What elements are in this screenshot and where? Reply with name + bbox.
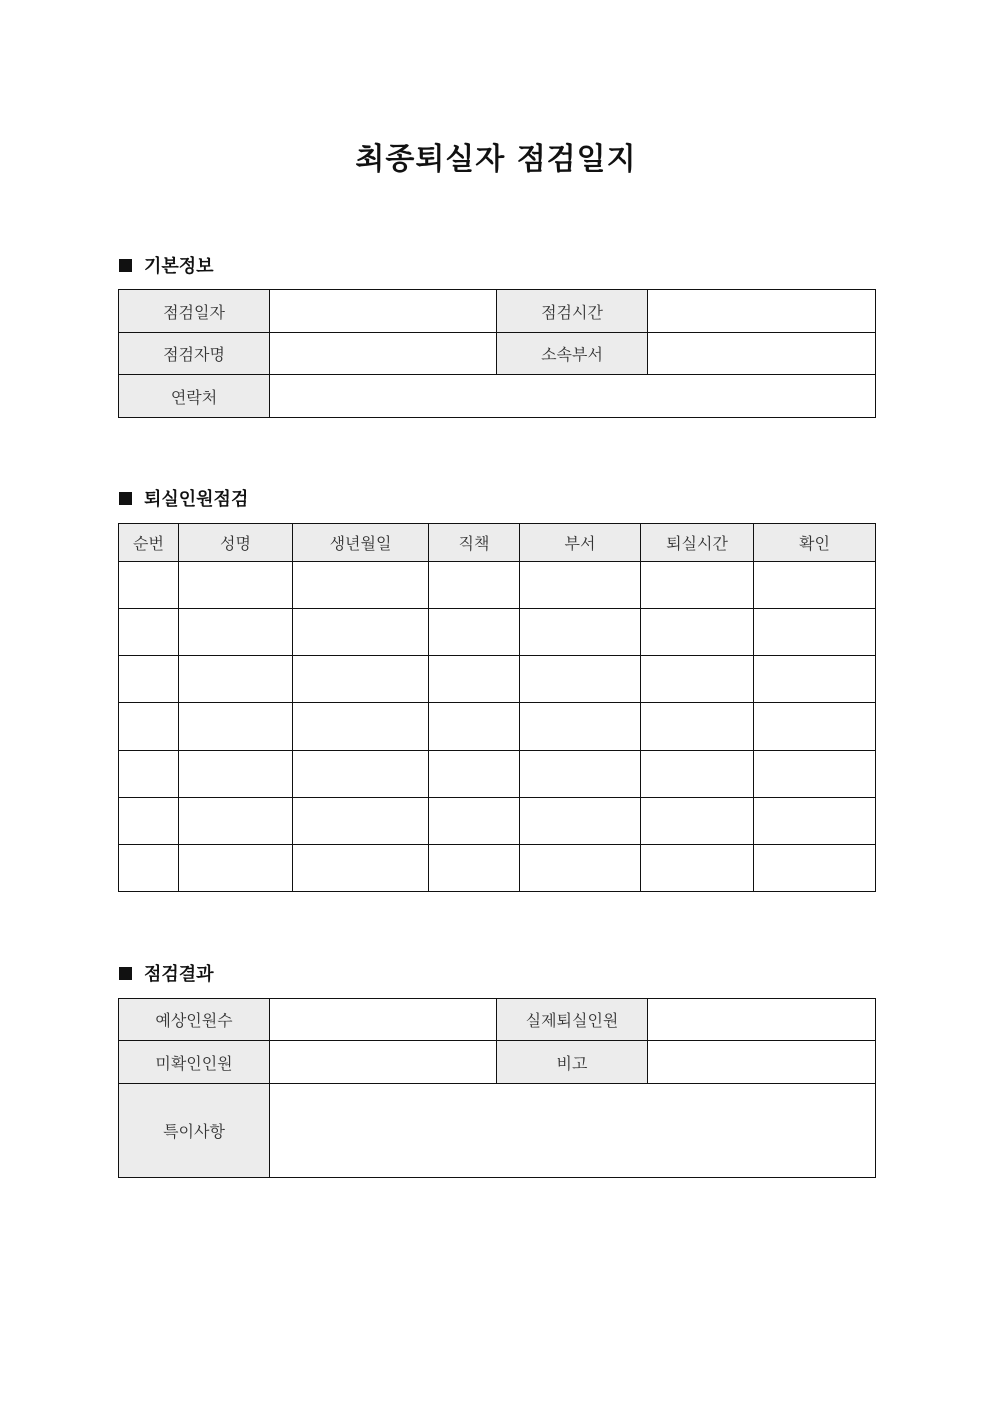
special-notes-field[interactable]	[270, 1084, 876, 1178]
cell-confirm[interactable]	[754, 798, 876, 845]
cell-birthdate[interactable]	[293, 845, 429, 892]
cell-position[interactable]	[429, 751, 520, 798]
table-row	[119, 845, 876, 892]
cell-seq[interactable]	[119, 751, 179, 798]
label-unconfirmed-count: 미확인인원	[119, 1041, 270, 1084]
cell-name[interactable]	[179, 609, 293, 656]
cell-checkout-time[interactable]	[641, 798, 754, 845]
label-remarks: 비고	[497, 1041, 648, 1084]
label-expected-count: 예상인원수	[119, 999, 270, 1041]
result-table	[118, 998, 876, 1178]
cell-confirm[interactable]	[754, 609, 876, 656]
cell-birthdate[interactable]	[293, 751, 429, 798]
column-header-checkout-time: 퇴실시간	[641, 524, 754, 562]
section-heading-label: 퇴실인원점검	[144, 489, 249, 510]
inspection-date-field[interactable]	[270, 290, 497, 333]
cell-birthdate[interactable]	[293, 562, 429, 609]
expected-count-field[interactable]	[270, 999, 497, 1041]
cell-confirm[interactable]	[754, 562, 876, 609]
table-row	[119, 609, 876, 656]
cell-checkout-time[interactable]	[641, 845, 754, 892]
table-row	[119, 1041, 876, 1084]
cell-department[interactable]	[520, 562, 641, 609]
column-header-name: 성명	[179, 524, 293, 562]
cell-name[interactable]	[179, 703, 293, 751]
inspection-time-field[interactable]	[648, 290, 876, 333]
cell-position[interactable]	[429, 609, 520, 656]
cell-checkout-time[interactable]	[641, 751, 754, 798]
cell-checkout-time[interactable]	[641, 562, 754, 609]
cell-department[interactable]	[520, 656, 641, 703]
table-row	[119, 375, 876, 418]
cell-checkout-time[interactable]	[641, 656, 754, 703]
checkout-check-table	[118, 523, 876, 892]
table-row	[119, 751, 876, 798]
cell-confirm[interactable]	[754, 656, 876, 703]
cell-position[interactable]	[429, 703, 520, 751]
column-header-seq: 순번	[119, 524, 179, 562]
table-row	[119, 703, 876, 751]
table-row	[119, 999, 876, 1041]
section-heading-label: 점검결과	[144, 964, 214, 985]
table-row	[119, 333, 876, 375]
column-header-position: 직책	[429, 524, 520, 562]
cell-confirm[interactable]	[754, 703, 876, 751]
unconfirmed-count-field[interactable]	[270, 1041, 497, 1084]
cell-birthdate[interactable]	[293, 656, 429, 703]
label-inspector-name: 점검자명	[119, 333, 270, 375]
actual-checkout-count-field[interactable]	[648, 999, 876, 1041]
contact-field[interactable]	[270, 375, 876, 418]
cell-department[interactable]	[520, 609, 641, 656]
cell-seq[interactable]	[119, 845, 179, 892]
table-header-row	[119, 524, 876, 562]
column-header-confirm: 확인	[754, 524, 876, 562]
cell-name[interactable]	[179, 798, 293, 845]
cell-confirm[interactable]	[754, 845, 876, 892]
cell-department[interactable]	[520, 798, 641, 845]
cell-department[interactable]	[520, 703, 641, 751]
table-row	[119, 1084, 876, 1178]
cell-name[interactable]	[179, 845, 293, 892]
cell-name[interactable]	[179, 656, 293, 703]
cell-confirm[interactable]	[754, 751, 876, 798]
table-row	[119, 562, 876, 609]
remarks-field[interactable]	[648, 1041, 876, 1084]
cell-name[interactable]	[179, 751, 293, 798]
document-title: 최종퇴실자 점검일지	[355, 142, 637, 177]
label-inspection-date: 점검일자	[119, 290, 270, 333]
department-field[interactable]	[648, 333, 876, 375]
cell-birthdate[interactable]	[293, 798, 429, 845]
table-row	[119, 290, 876, 333]
cell-department[interactable]	[520, 845, 641, 892]
label-inspection-time: 점검시간	[497, 290, 648, 333]
section-heading-result	[119, 961, 214, 985]
basic-info-table	[118, 289, 876, 418]
section-heading-checkout-check	[119, 486, 248, 510]
cell-position[interactable]	[429, 845, 520, 892]
cell-seq[interactable]	[119, 562, 179, 609]
cell-checkout-time[interactable]	[641, 609, 754, 656]
cell-birthdate[interactable]	[293, 609, 429, 656]
square-bullet-icon	[119, 967, 132, 980]
table-row	[119, 656, 876, 703]
cell-seq[interactable]	[119, 656, 179, 703]
cell-name[interactable]	[179, 562, 293, 609]
label-special-notes: 특이사항	[119, 1084, 270, 1178]
cell-department[interactable]	[520, 751, 641, 798]
cell-seq[interactable]	[119, 609, 179, 656]
inspector-name-field[interactable]	[270, 333, 497, 375]
cell-birthdate[interactable]	[293, 703, 429, 751]
cell-seq[interactable]	[119, 798, 179, 845]
cell-seq[interactable]	[119, 703, 179, 751]
cell-checkout-time[interactable]	[641, 703, 754, 751]
cell-position[interactable]	[429, 656, 520, 703]
cell-position[interactable]	[429, 562, 520, 609]
label-department: 소속부서	[497, 333, 648, 375]
square-bullet-icon	[119, 492, 132, 505]
column-header-birthdate: 생년월일	[293, 524, 429, 562]
label-contact: 연락처	[119, 375, 270, 418]
section-heading-basic-info	[119, 253, 214, 277]
label-actual-checkout-count: 실제퇴실인원	[497, 999, 648, 1041]
cell-position[interactable]	[429, 798, 520, 845]
section-heading-label: 기본정보	[144, 256, 214, 277]
square-bullet-icon	[119, 259, 132, 272]
table-row	[119, 798, 876, 845]
column-header-department: 부서	[520, 524, 641, 562]
